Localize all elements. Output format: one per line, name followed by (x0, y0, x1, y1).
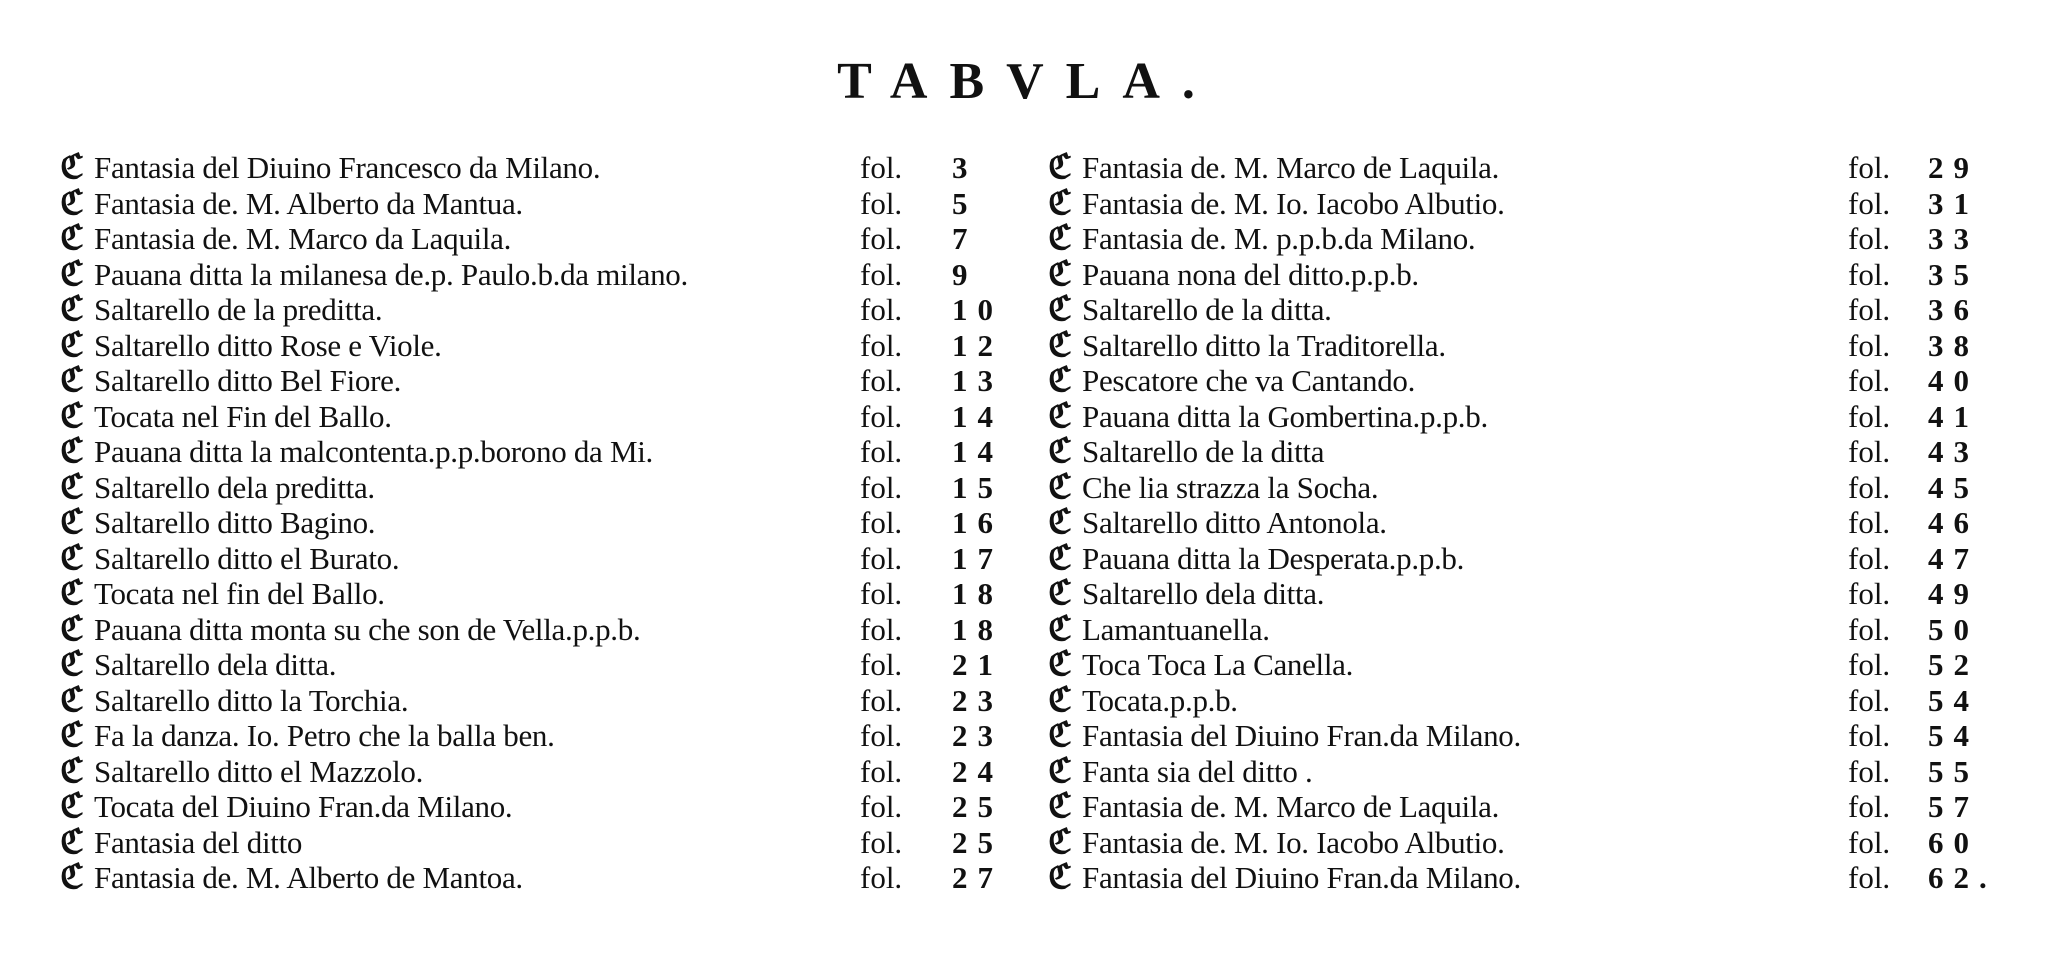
entry-title: Fantasia del Diuino Francesco da Milano. (94, 150, 601, 185)
paragraph-mark-icon: ℭ (1048, 644, 1072, 684)
paragraph-mark-icon: ℭ (1048, 360, 1072, 400)
entry-title: Fantasia de. M. Io. Iacobo Albutio. (1082, 824, 1505, 860)
folio-number: 18 (952, 576, 1003, 611)
entry-title: Fantasia de. M. Marco de Laquila. (1082, 789, 1500, 824)
paragraph-mark-icon: ℭ (60, 786, 84, 826)
paragraph-mark-icon: ℭ (60, 537, 84, 578)
paragraph-mark-icon: ℭ (1048, 253, 1072, 294)
paragraph-mark-icon: ℭ (1048, 466, 1072, 507)
entry-title: Saltarello ditto Rose e Viole. (94, 327, 442, 363)
folio-label: fol. (1848, 363, 1891, 398)
index-entry (60, 679, 1020, 720)
folio-label: fol. (860, 398, 903, 434)
index-entry (1048, 786, 2008, 826)
folio-label: fol. (1848, 434, 1891, 469)
index-entry (1048, 289, 2008, 329)
paragraph-mark-icon: ℭ (60, 218, 84, 258)
folio-number: 13 (952, 363, 1003, 398)
index-entry (1048, 324, 2008, 365)
index-entry (1048, 466, 2008, 507)
right-index-column (1048, 147, 2008, 897)
entry-title: Saltarello de la preditta. (94, 292, 383, 327)
entry-title: Saltarello dela ditta. (94, 647, 337, 682)
index-entry (60, 360, 1020, 400)
folio-label: fol. (860, 256, 903, 292)
entry-title: Fa la danza. Io. Petro che la balla ben. (94, 718, 555, 753)
index-entry (60, 786, 1020, 826)
entry-title: Pauana ditta monta su che son de Vella.p.p.b. (94, 611, 641, 647)
folio-label: fol. (1848, 718, 1891, 753)
paragraph-mark-icon: ℭ (1048, 431, 1072, 471)
folio-label: fol. (1848, 611, 1891, 647)
folio-label: fol. (860, 753, 903, 789)
paragraph-mark-icon: ℭ (1048, 537, 1072, 578)
index-entry (60, 857, 1020, 897)
folio-number: 12 (952, 327, 1003, 363)
index-entry (1048, 608, 2008, 649)
index-entry (60, 466, 1020, 507)
folio-number: 45 (1928, 469, 1979, 505)
paragraph-mark-icon: ℭ (1048, 857, 1072, 897)
folio-label: fol. (860, 469, 903, 505)
folio-label: fol. (1848, 327, 1891, 363)
index-entry (1048, 218, 2008, 258)
index-entry (1048, 644, 2008, 684)
paragraph-mark-icon: ℭ (60, 715, 84, 755)
folio-label: fol. (1848, 647, 1891, 682)
folio-number: 43 (1928, 434, 1979, 469)
index-entry (1048, 360, 2008, 400)
index-entry (60, 821, 1020, 862)
entry-title: Fantasia del ditto (94, 824, 303, 860)
index-entry (1048, 679, 2008, 720)
entry-title: Toca Toca La Canella. (1082, 647, 1354, 682)
entry-title: Fantasia de. M. Alberto da Mantua. (94, 185, 523, 221)
folio-number: 5 (952, 185, 978, 221)
paragraph-mark-icon: ℭ (60, 608, 84, 649)
index-entry (1048, 395, 2008, 436)
folio-label: fol. (1848, 256, 1891, 292)
entry-title: Saltarello ditto la Traditorella. (1082, 327, 1446, 363)
folio-label: fol. (860, 540, 903, 576)
folio-number: 54 (1928, 682, 1979, 718)
paragraph-mark-icon: ℭ (1048, 679, 1072, 720)
index-entry (60, 218, 1020, 258)
left-index-column (60, 147, 1020, 897)
entry-title: Pauana ditta la Desperata.p.p.b. (1082, 540, 1465, 576)
folio-number: 16 (952, 505, 1003, 540)
folio-label: fol. (1848, 682, 1891, 718)
entry-title: Fanta sia del ditto . (1082, 753, 1313, 789)
folio-number: 3 (952, 150, 978, 185)
folio-number: 15 (952, 469, 1003, 505)
paragraph-mark-icon: ℭ (1048, 182, 1072, 223)
folio-label: fol. (860, 505, 903, 540)
folio-number: 35 (1928, 256, 1979, 292)
entry-title: Fantasia de. M. Marco da Laquila. (94, 221, 512, 256)
index-entry (60, 395, 1020, 436)
entry-title: Tocata.p.p.b. (1082, 682, 1238, 718)
folio-number: 7 (952, 221, 978, 256)
folio-label: fol. (860, 576, 903, 611)
folio-label: fol. (1848, 789, 1891, 824)
entry-title: Saltarello ditto Bel Fiore. (94, 363, 402, 398)
entry-title: Saltarello dela preditta. (94, 469, 375, 505)
folio-number: 29 (1928, 150, 1979, 185)
paragraph-mark-icon: ℭ (60, 857, 84, 897)
folio-label: fol. (860, 718, 903, 753)
entry-title: Fantasia de. M. Io. Iacobo Albutio. (1082, 185, 1505, 221)
folio-number: 60 (1928, 824, 1979, 860)
index-entry (1048, 502, 2008, 542)
folio-number: 54 (1928, 718, 1979, 753)
index-entry (1048, 431, 2008, 471)
index-entry (60, 573, 1020, 613)
paragraph-mark-icon: ℭ (60, 750, 84, 791)
index-entry (60, 608, 1020, 649)
entry-title: Pescatore che va Cantando. (1082, 363, 1416, 398)
entry-title: Lamantuanella. (1082, 611, 1270, 647)
paragraph-mark-icon: ℭ (60, 431, 84, 471)
paragraph-mark-icon: ℭ (1048, 218, 1072, 258)
folio-number: 17 (952, 540, 1003, 576)
paragraph-mark-icon: ℭ (60, 360, 84, 400)
folio-number: 25 (952, 789, 1003, 824)
paragraph-mark-icon: ℭ (1048, 395, 1072, 436)
index-entry (60, 644, 1020, 684)
folio-number: 24 (952, 753, 1003, 789)
entry-title: Tocata del Diuino Fran.da Milano. (94, 789, 513, 824)
index-entry (60, 502, 1020, 542)
folio-label: fol. (860, 434, 903, 469)
paragraph-mark-icon: ℭ (1048, 750, 1072, 791)
folio-label: fol. (860, 789, 903, 824)
paragraph-mark-icon: ℭ (1048, 786, 1072, 826)
entry-title: Che lia strazza la Socha. (1082, 469, 1379, 505)
index-entry (60, 431, 1020, 471)
paragraph-mark-icon: ℭ (1048, 573, 1072, 613)
index-entry (1048, 253, 2008, 294)
folio-number: 14 (952, 434, 1003, 469)
folio-label: fol. (1848, 469, 1891, 505)
folio-label: fol. (860, 682, 903, 718)
paragraph-mark-icon: ℭ (1048, 715, 1072, 755)
folio-label: fol. (860, 647, 903, 682)
folio-number: 21 (952, 647, 1003, 682)
folio-label: fol. (860, 824, 903, 860)
folio-number: 23 (952, 682, 1003, 718)
folio-label: fol. (860, 185, 903, 221)
folio-number: 62. (1928, 860, 1997, 895)
entry-title: Pauana ditta la Gombertina.p.p.b. (1082, 398, 1488, 434)
index-entry (60, 537, 1020, 578)
folio-label: fol. (1848, 292, 1891, 327)
entry-title: Tocata nel Fin del Ballo. (94, 398, 392, 434)
paragraph-mark-icon: ℭ (1048, 821, 1072, 862)
index-entry (60, 715, 1020, 755)
folio-number: 10 (952, 292, 1003, 327)
folio-number: 31 (1928, 185, 1979, 221)
folio-number: 38 (1928, 327, 1979, 363)
paragraph-mark-icon: ℭ (60, 289, 84, 329)
index-entry (1048, 715, 2008, 755)
folio-number: 23 (952, 718, 1003, 753)
folio-label: fol. (860, 611, 903, 647)
paragraph-mark-icon: ℭ (1048, 608, 1072, 649)
entry-title: Saltarello ditto Bagino. (94, 505, 376, 540)
entry-title: Saltarello de la ditta. (1082, 292, 1332, 327)
folio-label: fol. (860, 363, 903, 398)
folio-number: 50 (1928, 611, 1979, 647)
index-entry (1048, 537, 2008, 578)
entry-title: Saltarello ditto el Mazzolo. (94, 753, 424, 789)
folio-label: fol. (860, 860, 903, 895)
paragraph-mark-icon: ℭ (60, 573, 84, 613)
folio-label: fol. (860, 327, 903, 363)
folio-label: fol. (1848, 505, 1891, 540)
entry-title: Saltarello ditto la Torchia. (94, 682, 409, 718)
folio-number: 46 (1928, 505, 1979, 540)
paragraph-mark-icon: ℭ (60, 502, 84, 542)
index-entry (60, 750, 1020, 791)
folio-label: fol. (1848, 221, 1891, 256)
folio-label: fol. (1848, 398, 1891, 434)
index-entry (1048, 573, 2008, 613)
folio-number: 33 (1928, 221, 1979, 256)
entry-title: Fantasia del Diuino Fran.da Milano. (1082, 718, 1521, 753)
index-entry (60, 289, 1020, 329)
folio-label: fol. (1848, 540, 1891, 576)
paragraph-mark-icon: ℭ (60, 182, 84, 223)
folio-number: 36 (1928, 292, 1979, 327)
paragraph-mark-icon: ℭ (1048, 324, 1072, 365)
folio-number: 18 (952, 611, 1003, 647)
entry-title: Saltarello ditto el Burato. (94, 540, 400, 576)
index-entry (60, 182, 1020, 223)
entry-title: Fantasia de. M. p.p.b.da Milano. (1082, 221, 1476, 256)
folio-number: 41 (1928, 398, 1979, 434)
paragraph-mark-icon: ℭ (60, 395, 84, 436)
entry-title: Saltarello ditto Antonola. (1082, 505, 1387, 540)
index-entry (60, 253, 1020, 294)
entry-title: Saltarello de la ditta (1082, 434, 1325, 469)
folio-label: fol. (1848, 753, 1891, 789)
paragraph-mark-icon: ℭ (60, 253, 84, 294)
folio-number: 14 (952, 398, 1003, 434)
folio-label: fol. (860, 221, 903, 256)
folio-label: fol. (1848, 185, 1891, 221)
folio-number: 57 (1928, 789, 1979, 824)
paragraph-mark-icon: ℭ (60, 466, 84, 507)
index-entry (1048, 750, 2008, 791)
entry-title: Tocata nel fin del Ballo. (94, 576, 385, 611)
paragraph-mark-icon: ℭ (1048, 147, 1072, 187)
folio-label: fol. (1848, 150, 1891, 185)
entry-title: Pauana ditta la milanesa de.p. Paulo.b.da milano. (94, 256, 688, 292)
entry-title: Fantasia del Diuino Fran.da Milano. (1082, 860, 1521, 895)
folio-number: 25 (952, 824, 1003, 860)
paragraph-mark-icon: ℭ (1048, 502, 1072, 542)
entry-title: Fantasia de. M. Marco de Laquila. (1082, 150, 1500, 185)
entry-title: Saltarello dela ditta. (1082, 576, 1325, 611)
index-entry (1048, 821, 2008, 862)
index-entry (60, 147, 1020, 187)
folio-number: 55 (1928, 753, 1979, 789)
folio-number: 47 (1928, 540, 1979, 576)
entry-title: Pauana ditta la malcontenta.p.p.borono da Mi. (94, 434, 653, 469)
folio-number: 52 (1928, 647, 1979, 682)
folio-number: 40 (1928, 363, 1979, 398)
index-entry (1048, 147, 2008, 187)
paragraph-mark-icon: ℭ (60, 679, 84, 720)
folio-number: 49 (1928, 576, 1979, 611)
entry-title: Fantasia de. M. Alberto de Mantoa. (94, 860, 523, 895)
folio-number: 9 (952, 256, 978, 292)
paragraph-mark-icon: ℭ (1048, 289, 1072, 329)
folio-label: fol. (1848, 824, 1891, 860)
entry-title: Pauana nona del ditto.p.p.b. (1082, 256, 1419, 292)
index-entry (1048, 857, 2008, 897)
folio-label: fol. (860, 292, 903, 327)
paragraph-mark-icon: ℭ (60, 644, 84, 684)
paragraph-mark-icon: ℭ (60, 147, 84, 187)
folio-number: 27 (952, 860, 1003, 895)
folio-label: fol. (1848, 860, 1891, 895)
page-title: TABVLA. (837, 53, 1217, 110)
folio-label: fol. (860, 150, 903, 185)
paragraph-mark-icon: ℭ (60, 821, 84, 862)
folio-label: fol. (1848, 576, 1891, 611)
index-entry (60, 324, 1020, 365)
index-entry (1048, 182, 2008, 223)
paragraph-mark-icon: ℭ (60, 324, 84, 365)
